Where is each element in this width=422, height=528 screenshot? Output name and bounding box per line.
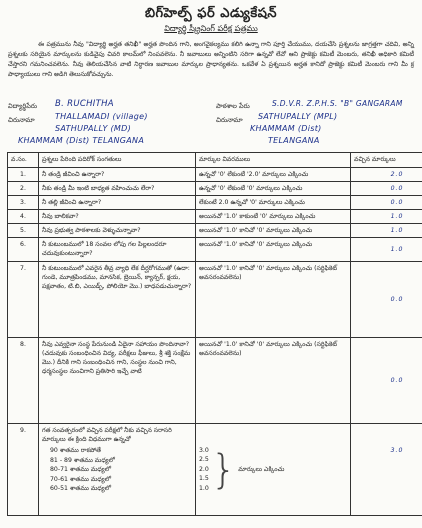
row-score[interactable]: 0.0: [351, 182, 422, 196]
marks-option: 1.5: [199, 475, 209, 483]
row-sno: 6.: [8, 238, 39, 262]
brace-icon: }: [210, 446, 237, 493]
student-name-label: విద్యార్థిపేరు: [8, 102, 37, 110]
row-question: నీకు తండ్రి మీ ఇంటి బాధ్యత వహించుచు లేరా?: [39, 182, 196, 196]
marks-scale: [199, 446, 347, 494]
table-row: [8, 238, 422, 262]
marks-option: 1.0: [199, 484, 209, 492]
row-marks: అయినచో '1.0' కానిచో '0' మార్కులు ఎక్కించు (సర్టిఫికెట్ అవసరంవవలెను): [196, 262, 351, 338]
row-question: నీవు బాలికవా?: [39, 210, 196, 224]
table-row: [8, 424, 422, 516]
school-name-value: S.D.V.R. Z.P.H.S. "B" GANGARAM: [272, 99, 403, 108]
row-marks: అయినచో '1.0' కాకుంటే '0' మార్కులు ఎక్కించు: [196, 210, 351, 224]
table-row: [8, 168, 422, 182]
table-row: [8, 338, 422, 424]
header-sno: వ.సం.: [8, 153, 39, 168]
row-question: నీ కుటుంబములో ఎవరైన తీవ్ర వ్యాధి లేక దీర్ఘరోగముతో (ఉదా: గుండె, మూత్రపిండము, మానసిక, బ్రెయిన్, క్యాన్సర్, క్షయ, పక్షవాతం, టి.బి, ఎయిడ్స్, పోలియో మొ.) బాధపడుచున్నారా?: [39, 262, 196, 338]
student-address-line2: SATHUPALLY (MD): [55, 124, 132, 133]
screening-table: [7, 152, 422, 516]
row-sno: 3.: [8, 196, 39, 210]
marks-suffix: మార్కులు ఎక్కించు: [238, 466, 285, 473]
student-name-value: B. RUCHITHA: [55, 99, 114, 109]
student-address-line3: KHAMMAM (Dist) TELANGANA: [18, 136, 145, 145]
school-address-line3: TELANGANA: [268, 136, 320, 145]
marks-option: 2.0: [199, 465, 209, 473]
percentage-option: 81 - 89 శాతము మధ్యలో: [50, 456, 115, 464]
row-question: నీ కుటుంబములో 18 సంవల లోపు గల పిల్లలందరూ చదువుకుంటున్నారా?: [39, 238, 196, 262]
row-score[interactable]: 2.0: [351, 168, 422, 182]
row-marks: ఉన్నచో '0' లేకుంటే '0' మార్కులు ఎక్కించు: [196, 182, 351, 196]
row-score[interactable]: 0.0: [351, 338, 422, 424]
table-row: [8, 224, 422, 238]
school-address-line1: SATHUPALLY (MPL): [258, 112, 338, 121]
row-marks: అయినచో '1.0' కానిచో '0' మార్కులు ఎక్కించు: [196, 224, 351, 238]
table-row: [8, 182, 422, 196]
school-name-label: పాఠశాల పేరు: [216, 102, 250, 110]
header-marks: మార్కుల వివరములు: [196, 153, 351, 168]
percentage-option: 60-51 శాతము మధ్యలో: [50, 485, 111, 492]
table-header-row: [8, 153, 422, 168]
row-question: నీ తండ్రి జీవించి ఉన్నారా?: [39, 168, 196, 182]
row-marks: అయినచో '1.0' కానిచో '0' మార్కులు ఎక్కించు (సర్టిఫికెట్ అవసరంవవలెను): [196, 338, 351, 424]
row-score[interactable]: 0.0: [351, 196, 422, 210]
row-sno: 7.: [8, 262, 39, 338]
row-score[interactable]: 1.0: [351, 224, 422, 238]
row-sno: 4.: [8, 210, 39, 224]
student-address-label: చిరునామా: [8, 116, 35, 124]
row-sno: 1.: [8, 168, 39, 182]
percentage-option: 80-71 శాతము మధ్యలో: [50, 466, 111, 473]
marks-option: 3.0: [199, 446, 209, 454]
marks-scale-values: [199, 446, 209, 494]
school-address-label: చిరునామా: [216, 116, 243, 124]
row-sno: 8.: [8, 338, 39, 424]
row-score[interactable]: 1.0: [351, 210, 422, 224]
header-awarded: వచ్చిన మార్కులు: [351, 153, 422, 168]
row-score[interactable]: 0.0: [351, 262, 422, 338]
row-marks: లేకుంటే 2.0 ఉన్నచో '0' మార్కులు ఎక్కించు: [196, 196, 351, 210]
percentage-option: 90 శాతము రాకపోతే: [50, 447, 101, 454]
form-subtitle: విద్యార్థి స్క్రీనింగ్ పరీక్ష పత్రము: [164, 24, 258, 33]
row-question: నీవు ప్రభుత్వ పాఠశాలకు వెళ్ళుచున్నావా?: [39, 224, 196, 238]
header-question: ప్రశ్నలు పేరింది పదిరోక్ సంగతులు: [39, 153, 196, 168]
row-sno: 5.: [8, 224, 39, 238]
row-sno: 2.: [8, 182, 39, 196]
row-score[interactable]: 1.0: [351, 238, 422, 262]
table-row: [8, 210, 422, 224]
row-question: గత సంవత్సరంలో వచ్చిన పరీక్షలో నీకు వచ్చిన సరాసరి మార్కులు ఈ క్రింది విధముగా ఉన్నచో: [42, 427, 172, 443]
percentage-options: [50, 446, 192, 494]
student-address-line1: THALLAMADI (village): [55, 112, 148, 121]
row-marks: అయినచో '1.0' కానిచో '0' మార్కులు ఎక్కించు: [196, 238, 351, 262]
table-row: [8, 196, 422, 210]
row-marks: ఉన్నచో '0' లేకుంటే '2.0' మార్కులు ఎక్కించు: [196, 168, 351, 182]
school-address-line2: KHAMMAM (Dist): [250, 124, 322, 133]
form-title: బిగ్‌హెల్ప్ ఫర్ ఎడ్యుకేషన్: [144, 6, 278, 21]
row-question-cell: [39, 424, 196, 516]
row-score[interactable]: 3.0: [351, 424, 422, 516]
row-sno: 9.: [8, 424, 39, 516]
marks-option: 2.5: [199, 456, 209, 464]
instructions-paragraph: ఈ పత్రమును నీవు "విద్యార్థి అర్హత తనిఖీ" అర్హత పొందిన గాని, అంగవైకల్యము కలిగి ఉన్నా గాని పూర్తి చేయుము, దయచేసి ప్రశ్నలను జాగ్రత్తగా చదివి, అన్ని ప్రశ్నలకు సరియైన మార్కులను కుడివైపు చివరి కాలమ్‌లో నింపవలెను. నీ జవాబులు అన్నింటిని సరిగా ఉన్నవో లేవో ఆని ప్రాజెక్టు కమిటీ మెంబరు, తనిఖీ అధికారి కమిటీ చేస్తారని గమనించవలెను. నీవు తెలియచేసిన వాటి నిర్ధారణ జవాబుల మార్కుల ప్రాధాన్యతను. ఒకవేళ ఏ ప్రశ్నయిన అర్హత కానిదో ప్రాజెక్టు కమిటీ మెంబరు గాని మీ క్ర పాధ్యాయులు గాని అడిగి తెలుసుకోవచ్చును.: [8, 41, 414, 78]
table-row: [8, 262, 422, 338]
row-marks-cell: [196, 424, 351, 516]
row-question: నీవు ఎవ్వరైనా సంస్థ పేరునుండి ఏదైనా సహాయం పొందినావా? (చదువుకు సంబంధించిన విద్య, పరీక్షలు ఫీజులు, శ్రీ శక్తి సంక్షేమ మొ.) దీనికి గాని సంబంధించిన గాని, సంస్థల నుంచి గాని, ధర్మసంస్థల నుంచిగాని ప్రతిసారి ఇచ్చే వాటి: [39, 338, 196, 424]
percentage-option: 70-61 శాతము మధ్యలో: [50, 475, 111, 483]
row-question: నీ తల్లి జీవించి ఉన్నారా?: [39, 196, 196, 210]
